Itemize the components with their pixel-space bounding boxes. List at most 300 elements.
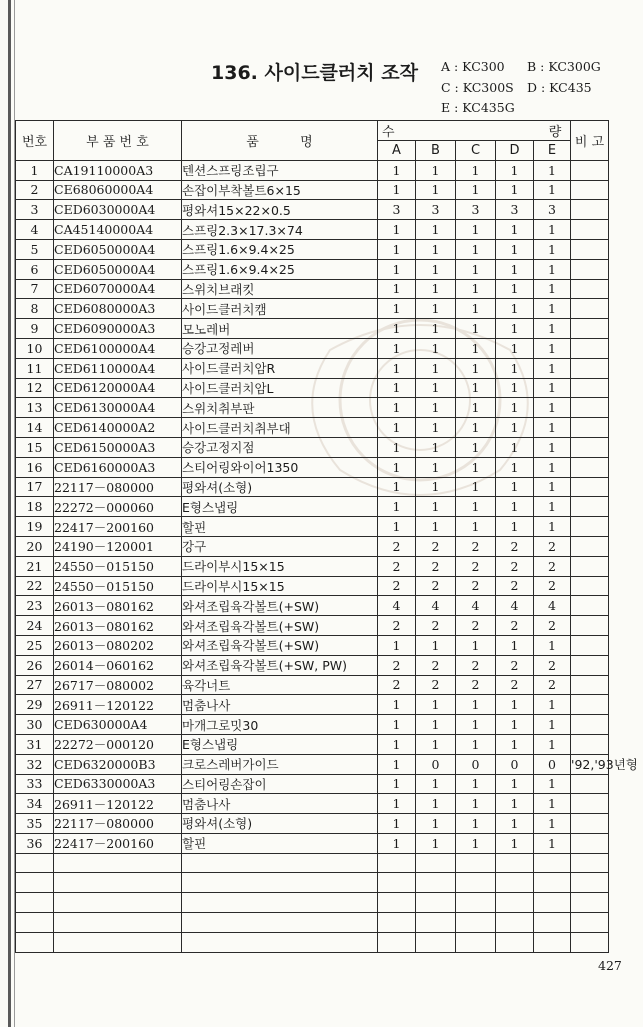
empty-cell (416, 913, 456, 933)
quantity-cell: 2 (496, 675, 534, 695)
remarks-cell (571, 299, 609, 319)
empty-cell (378, 873, 416, 893)
part-number: CED6090000A3 (54, 319, 182, 339)
empty-cell (16, 853, 54, 873)
quantity-cell: 2 (416, 675, 456, 695)
quantity-cell: 4 (496, 596, 534, 616)
part-name: 스티어링와이어1350 (182, 457, 378, 477)
table-row (16, 833, 609, 853)
remarks-cell (571, 358, 609, 378)
part-number: 26013－080202 (54, 635, 182, 655)
quantity-cell: 2 (456, 616, 496, 636)
row-number: 7 (16, 279, 54, 299)
quantity-cell: 1 (456, 734, 496, 754)
empty-row (16, 853, 609, 873)
quantity-cell: 4 (416, 596, 456, 616)
quantity-cell: 1 (456, 239, 496, 259)
part-number: 26013－080162 (54, 616, 182, 636)
quantity-cell: 2 (416, 616, 456, 636)
quantity-cell: 1 (496, 457, 534, 477)
table-row (16, 160, 609, 180)
empty-cell (416, 893, 456, 913)
quantity-cell: 1 (416, 398, 456, 418)
quantity-cell: 1 (456, 378, 496, 398)
part-number: 24190－120001 (54, 536, 182, 556)
part-number: 24550－015150 (54, 556, 182, 576)
quantity-cell: 1 (534, 695, 571, 715)
table-row (16, 477, 609, 497)
quantity-cell: 3 (416, 200, 456, 220)
quantity-cell: 2 (416, 655, 456, 675)
row-number: 20 (16, 536, 54, 556)
part-number: CE68060000A4 (54, 180, 182, 200)
part-number: CED6130000A4 (54, 398, 182, 418)
row-number: 22 (16, 576, 54, 596)
part-number: 22272－000120 (54, 734, 182, 754)
remarks-cell (571, 160, 609, 180)
quantity-cell: 1 (534, 794, 571, 814)
quantity-cell: 1 (456, 477, 496, 497)
model-label: C : KC300S (441, 79, 514, 95)
quantity-cell: 1 (496, 398, 534, 418)
empty-cell (416, 932, 456, 952)
remarks-cell (571, 180, 609, 200)
row-number: 18 (16, 497, 54, 517)
quantity-cell: 2 (534, 576, 571, 596)
table-row (16, 457, 609, 477)
quantity-cell: 1 (378, 814, 416, 834)
table-row (16, 794, 609, 814)
quantity-cell: 1 (534, 497, 571, 517)
part-name: 모노레버 (182, 319, 378, 339)
quantity-cell: 1 (416, 338, 456, 358)
quantity-cell: 2 (416, 536, 456, 556)
remarks-cell (571, 457, 609, 477)
quantity-cell: 2 (534, 675, 571, 695)
part-number: CED6070000A4 (54, 279, 182, 299)
row-number: 6 (16, 259, 54, 279)
table-row (16, 398, 609, 418)
quantity-cell: 2 (456, 675, 496, 695)
quantity-cell: 1 (378, 754, 416, 774)
remarks-cell (571, 536, 609, 556)
table-row (16, 358, 609, 378)
remarks-cell (571, 774, 609, 794)
quantity-cell: 1 (456, 299, 496, 319)
quantity-cell: 1 (534, 398, 571, 418)
quantity-cell: 2 (534, 616, 571, 636)
part-name: 스티어링손잡이 (182, 774, 378, 794)
part-number: CED6050000A4 (54, 239, 182, 259)
quantity-cell: 3 (456, 200, 496, 220)
quantity-cell: 1 (496, 160, 534, 180)
empty-cell (456, 932, 496, 952)
quantity-cell: 1 (416, 794, 456, 814)
part-name: 승강고정레버 (182, 338, 378, 358)
quantity-cell: 4 (378, 596, 416, 616)
quantity-cell: 1 (378, 378, 416, 398)
quantity-cell: 1 (496, 239, 534, 259)
quantity-cell: 1 (496, 279, 534, 299)
quantity-cell: 1 (496, 774, 534, 794)
quantity-cell: 1 (416, 695, 456, 715)
part-number: CED6100000A4 (54, 338, 182, 358)
empty-cell (182, 893, 378, 913)
remarks-cell (571, 338, 609, 358)
quantity-cell: 0 (496, 754, 534, 774)
quantity-cell: 3 (378, 200, 416, 220)
remarks-cell (571, 833, 609, 853)
table-row (16, 220, 609, 240)
part-name: 사이드클러치캠 (182, 299, 378, 319)
remarks-cell (571, 655, 609, 675)
quantity-cell: 1 (416, 239, 456, 259)
remarks-cell (571, 814, 609, 834)
empty-cell (54, 913, 182, 933)
row-number: 2 (16, 180, 54, 200)
quantity-cell: 1 (416, 814, 456, 834)
table-row (16, 259, 609, 279)
quantity-cell: 1 (416, 418, 456, 438)
quantity-cell: 1 (416, 715, 456, 735)
empty-row (16, 932, 609, 952)
remarks-cell: '92,'93년형 (571, 754, 609, 774)
empty-cell (571, 932, 609, 952)
row-number: 23 (16, 596, 54, 616)
quantity-cell: 1 (456, 437, 496, 457)
quantity-cell: 1 (378, 517, 416, 537)
quantity-cell: 2 (378, 576, 416, 596)
header-name (182, 121, 378, 161)
quantity-cell: 1 (534, 338, 571, 358)
part-name: 와셔조립육각볼트(+SW) (182, 635, 378, 655)
remarks-cell (571, 200, 609, 220)
row-number: 15 (16, 437, 54, 457)
part-name: 할핀 (182, 517, 378, 537)
row-number: 8 (16, 299, 54, 319)
empty-cell (54, 853, 182, 873)
part-number: CA45140000A4 (54, 220, 182, 240)
quantity-cell: 1 (456, 418, 496, 438)
quantity-cell: 3 (534, 200, 571, 220)
table-row (16, 675, 609, 695)
empty-cell (571, 913, 609, 933)
part-number: CED6080000A3 (54, 299, 182, 319)
table-row (16, 576, 609, 596)
part-number: 24550－015150 (54, 576, 182, 596)
quantity-cell: 1 (534, 160, 571, 180)
empty-row (16, 913, 609, 933)
table-row (16, 319, 609, 339)
quantity-cell: 1 (534, 239, 571, 259)
quantity-cell: 1 (456, 497, 496, 517)
table-row (16, 200, 609, 220)
quantity-cell: 1 (416, 180, 456, 200)
quantity-cell: 1 (496, 418, 534, 438)
remarks-cell (571, 378, 609, 398)
quantity-cell: 1 (378, 457, 416, 477)
quantity-cell: 1 (456, 517, 496, 537)
quantity-cell: 2 (456, 536, 496, 556)
quantity-cell: 1 (496, 497, 534, 517)
remarks-cell (571, 695, 609, 715)
quantity-cell: 2 (378, 655, 416, 675)
part-name: 와셔조립육각볼트(+SW, PW) (182, 655, 378, 675)
quantity-cell: 2 (378, 675, 416, 695)
empty-cell (496, 932, 534, 952)
quantity-cell: 1 (378, 279, 416, 299)
row-number: 24 (16, 616, 54, 636)
quantity-cell: 1 (378, 635, 416, 655)
quantity-cell: 1 (416, 259, 456, 279)
part-name: 할핀 (182, 833, 378, 853)
part-number: 26013－080162 (54, 596, 182, 616)
empty-cell (378, 893, 416, 913)
quantity-cell: 1 (534, 358, 571, 378)
header-col-a: A (378, 141, 416, 161)
part-name: 승강고정지점 (182, 437, 378, 457)
table-row (16, 299, 609, 319)
table-row (16, 616, 609, 636)
part-name: 멈춤나사 (182, 794, 378, 814)
quantity-cell: 1 (456, 774, 496, 794)
part-name: 텐션스프링조립구 (182, 160, 378, 180)
quantity-cell: 1 (496, 695, 534, 715)
quantity-cell: 1 (456, 180, 496, 200)
quantity-cell: 1 (378, 299, 416, 319)
quantity-cell: 1 (378, 715, 416, 735)
table-row (16, 497, 609, 517)
empty-cell (534, 893, 571, 913)
row-number: 10 (16, 338, 54, 358)
quantity-cell: 1 (534, 715, 571, 735)
quantity-cell: 1 (496, 833, 534, 853)
part-name: 와셔조립육각볼트(+SW) (182, 616, 378, 636)
quantity-cell: 1 (378, 319, 416, 339)
quantity-cell: 2 (534, 655, 571, 675)
empty-cell (571, 853, 609, 873)
quantity-cell: 1 (378, 477, 416, 497)
quantity-cell: 1 (378, 734, 416, 754)
empty-cell (182, 853, 378, 873)
quantity-cell: 2 (496, 536, 534, 556)
part-name: 크로스레버가이드 (182, 754, 378, 774)
remarks-cell (571, 517, 609, 537)
part-name: 사이드클러치암L (182, 378, 378, 398)
quantity-cell: 1 (378, 160, 416, 180)
row-number: 12 (16, 378, 54, 398)
quantity-cell: 1 (496, 299, 534, 319)
remarks-cell (571, 437, 609, 457)
quantity-cell: 2 (456, 576, 496, 596)
quantity-cell: 1 (496, 635, 534, 655)
table-row (16, 556, 609, 576)
table-row (16, 635, 609, 655)
quantity-cell: 1 (416, 160, 456, 180)
row-number: 31 (16, 734, 54, 754)
table-row (16, 754, 609, 774)
quantity-cell: 1 (496, 517, 534, 537)
quantity-cell: 1 (456, 794, 496, 814)
quantity-cell: 0 (456, 754, 496, 774)
part-number: CED6140000A2 (54, 418, 182, 438)
row-number: 21 (16, 556, 54, 576)
remarks-cell (571, 279, 609, 299)
header-col-d: D (496, 141, 534, 161)
empty-cell (16, 913, 54, 933)
header-name-label: 품 명 (246, 134, 313, 150)
remarks-cell (571, 616, 609, 636)
model-line-1 (441, 57, 641, 78)
remarks-cell (571, 239, 609, 259)
model-line-3 (441, 98, 641, 119)
empty-cell (534, 853, 571, 873)
part-number: CED630000A4 (54, 715, 182, 735)
quantity-cell: 1 (456, 635, 496, 655)
row-number: 13 (16, 398, 54, 418)
row-number: 3 (16, 200, 54, 220)
remarks-cell (571, 576, 609, 596)
quantity-cell: 1 (416, 635, 456, 655)
part-name: 육각너트 (182, 675, 378, 695)
quantity-cell: 1 (496, 794, 534, 814)
row-number: 25 (16, 635, 54, 655)
quantity-cell: 1 (416, 734, 456, 754)
quantity-cell: 1 (534, 833, 571, 853)
empty-cell (496, 893, 534, 913)
quantity-cell: 2 (496, 616, 534, 636)
quantity-cell: 2 (416, 556, 456, 576)
empty-cell (16, 932, 54, 952)
quantity-cell: 3 (496, 200, 534, 220)
quantity-cell: 2 (456, 556, 496, 576)
quantity-cell: 0 (534, 754, 571, 774)
remarks-cell (571, 398, 609, 418)
quantity-cell: 1 (416, 437, 456, 457)
quantity-cell: 1 (456, 259, 496, 279)
quantity-cell: 1 (534, 180, 571, 200)
empty-cell (416, 873, 456, 893)
table-row (16, 695, 609, 715)
quantity-cell: 1 (496, 814, 534, 834)
page-title: 136. 사이드클러치 조작 (211, 62, 418, 84)
empty-cell (496, 913, 534, 933)
quantity-cell: 1 (534, 734, 571, 754)
quantity-cell: 1 (534, 418, 571, 438)
empty-row (16, 893, 609, 913)
remarks-cell (571, 220, 609, 240)
quantity-cell: 1 (416, 833, 456, 853)
part-name: 평와셔(소형) (182, 477, 378, 497)
quantity-cell: 1 (378, 695, 416, 715)
row-number: 29 (16, 695, 54, 715)
quantity-cell: 1 (496, 477, 534, 497)
quantity-cell: 1 (496, 358, 534, 378)
empty-cell (16, 893, 54, 913)
part-number: CED6030000A4 (54, 200, 182, 220)
row-number: 14 (16, 418, 54, 438)
quantity-cell: 1 (534, 437, 571, 457)
quantity-cell: 1 (378, 180, 416, 200)
quantity-cell: 1 (534, 378, 571, 398)
quantity-cell: 4 (456, 596, 496, 616)
model-legend (441, 57, 641, 119)
quantity-cell: 1 (416, 358, 456, 378)
quantity-cell: 1 (378, 794, 416, 814)
row-number: 11 (16, 358, 54, 378)
quantity-cell: 1 (534, 259, 571, 279)
remarks-cell (571, 734, 609, 754)
quantity-cell: 1 (496, 338, 534, 358)
quantity-cell: 1 (416, 774, 456, 794)
quantity-cell: 2 (534, 556, 571, 576)
model-label: E : KC435G (441, 100, 515, 115)
model-label: B : KC300G (527, 59, 601, 74)
quantity-cell: 1 (378, 398, 416, 418)
row-number: 9 (16, 319, 54, 339)
model-line-2 (441, 78, 641, 99)
quantity-cell: 1 (534, 635, 571, 655)
quantity-cell: 2 (496, 576, 534, 596)
part-number: CED6320000B3 (54, 754, 182, 774)
part-name: 사이드클러치취부대 (182, 418, 378, 438)
empty-cell (378, 853, 416, 873)
row-number: 35 (16, 814, 54, 834)
quantity-cell: 2 (496, 556, 534, 576)
page-number: 427 (598, 958, 622, 973)
quantity-cell: 1 (456, 715, 496, 735)
row-number: 4 (16, 220, 54, 240)
quantity-cell: 1 (416, 497, 456, 517)
quantity-cell: 1 (456, 833, 496, 853)
part-number: 26911－120122 (54, 695, 182, 715)
row-number: 26 (16, 655, 54, 675)
remarks-cell (571, 259, 609, 279)
part-name: 강구 (182, 536, 378, 556)
quantity-cell: 1 (496, 180, 534, 200)
quantity-cell: 1 (456, 319, 496, 339)
empty-cell (534, 913, 571, 933)
quantity-cell: 2 (378, 616, 416, 636)
header-qty-su: 수 (382, 125, 395, 140)
empty-cell (534, 873, 571, 893)
quantity-cell: 1 (416, 319, 456, 339)
part-number: 22417－200160 (54, 517, 182, 537)
row-number: 30 (16, 715, 54, 735)
header-quantity (378, 121, 571, 141)
empty-cell (16, 873, 54, 893)
row-number: 1 (16, 160, 54, 180)
empty-cell (571, 873, 609, 893)
empty-cell (571, 893, 609, 913)
row-number: 19 (16, 517, 54, 537)
quantity-cell: 1 (496, 715, 534, 735)
table-row (16, 180, 609, 200)
part-name: 와셔조립육각볼트(+SW) (182, 596, 378, 616)
part-number: CED6150000A3 (54, 437, 182, 457)
header-no: 번호 (16, 121, 54, 161)
part-number: 22117－080000 (54, 477, 182, 497)
table-row (16, 437, 609, 457)
empty-cell (456, 913, 496, 933)
quantity-cell: 1 (416, 378, 456, 398)
remarks-cell (571, 596, 609, 616)
empty-row (16, 873, 609, 893)
quantity-cell: 1 (416, 299, 456, 319)
table-row (16, 517, 609, 537)
quantity-cell: 1 (456, 220, 496, 240)
quantity-cell: 2 (456, 655, 496, 675)
